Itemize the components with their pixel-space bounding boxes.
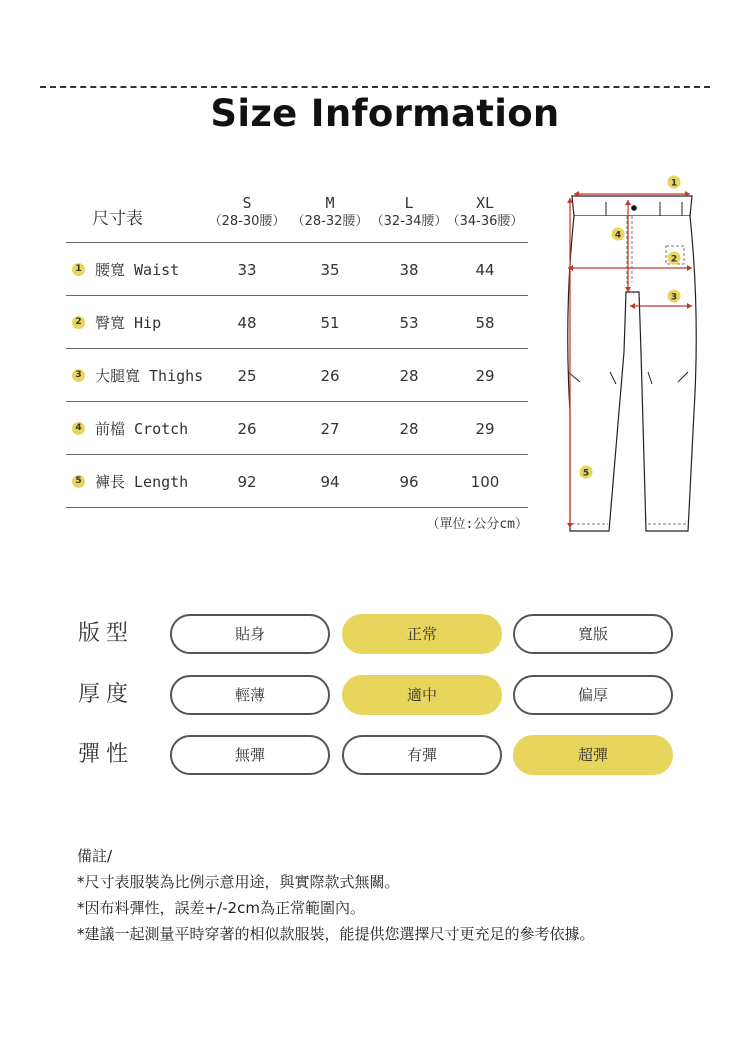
table-cell: 92 [237, 473, 257, 491]
option-label: 版型 [78, 621, 135, 646]
size-col-xl: XL （34-36腰） [446, 194, 524, 229]
table-cell: 29 [475, 367, 495, 385]
svg-text:4: 4 [614, 230, 622, 241]
option-pill: 寬版 [513, 614, 673, 654]
table-row [66, 243, 528, 296]
size-table [66, 186, 528, 532]
table-cell: 96 [399, 473, 419, 491]
marker-1 [668, 176, 681, 189]
option-pill: 無彈 [170, 735, 330, 775]
notes-heading: 備註/ [77, 847, 113, 865]
svg-text:3: 3 [670, 292, 678, 303]
measure-name: 大腿寬 Thighs [95, 367, 204, 385]
unit-note: （單位:公分cm） [426, 517, 528, 532]
table-cell: 94 [320, 473, 340, 491]
measure-name: 腰寬 Waist [95, 261, 180, 279]
marker-3 [668, 290, 681, 303]
table-row [66, 349, 528, 402]
page-title: Size Information [210, 92, 560, 135]
note-line: *建議一起測量平時穿著的相似款服裝，能提供您選擇尺寸更充足的參考依據。 [77, 925, 595, 943]
table-cell: 33 [237, 261, 257, 279]
top-dashed-divider [40, 86, 710, 88]
table-cell: 29 [475, 420, 495, 438]
note-line: *因布料彈性，誤差+/-2cm為正常範圍內。 [77, 899, 365, 917]
number-badge: 4 [72, 422, 85, 435]
option-pill-selected: 適中 [342, 675, 502, 715]
measure-name: 前檔 Crotch [95, 420, 189, 438]
notes-section [77, 843, 595, 947]
number-badge: 2 [72, 316, 85, 329]
measure-name: 臀寬 Hip [95, 314, 162, 332]
option-pill: 貼身 [170, 614, 330, 654]
option-pill-selected: 超彈 [513, 735, 673, 775]
option-row-stretch [78, 733, 678, 777]
note-line: *尺寸表服裝為比例示意用途，與實際款式無關。 [77, 873, 400, 891]
measure-name: 褲長 Length [95, 473, 189, 491]
table-cell: 53 [399, 314, 419, 332]
option-pill-selected: 正常 [342, 614, 502, 654]
option-pill: 偏厚 [513, 675, 673, 715]
number-badge: 1 [72, 263, 85, 276]
size-col-m: M （28-32腰） [291, 194, 369, 229]
table-row [66, 402, 528, 455]
option-row-fit [78, 612, 678, 656]
option-label: 厚度 [78, 682, 135, 707]
svg-text:2: 2 [670, 254, 678, 265]
number-badge: 3 [72, 369, 85, 382]
size-col-l: L （32-34腰） [370, 194, 448, 229]
table-cell: 51 [320, 314, 340, 332]
number-badge: 5 [72, 475, 85, 488]
table-cell: 26 [237, 420, 257, 438]
option-row-thickness [78, 673, 678, 717]
table-row [66, 455, 528, 508]
table-cell: 58 [475, 314, 495, 332]
table-cell: 26 [320, 367, 340, 385]
option-label: 彈性 [78, 742, 135, 767]
table-cell: 28 [399, 420, 419, 438]
table-cell: 27 [320, 420, 340, 438]
table-cell: 44 [475, 261, 495, 279]
table-cell: 35 [320, 261, 340, 279]
table-row [66, 296, 528, 349]
option-pill: 有彈 [342, 735, 502, 775]
table-cell: 48 [237, 314, 257, 332]
pants-diagram [556, 172, 706, 542]
marker-4 [612, 228, 625, 241]
size-table-label: 尺寸表 [92, 209, 143, 229]
svg-text:5: 5 [582, 468, 590, 479]
svg-text:1: 1 [670, 178, 678, 189]
option-pill: 輕薄 [170, 675, 330, 715]
size-col-s: S （28-30腰） [208, 194, 286, 229]
table-cell: 25 [237, 367, 257, 385]
table-cell: 28 [399, 367, 419, 385]
table-cell: 100 [470, 473, 500, 491]
size-table-header [66, 186, 528, 243]
marker-5 [580, 466, 593, 479]
marker-2 [668, 252, 681, 265]
table-cell: 38 [399, 261, 419, 279]
